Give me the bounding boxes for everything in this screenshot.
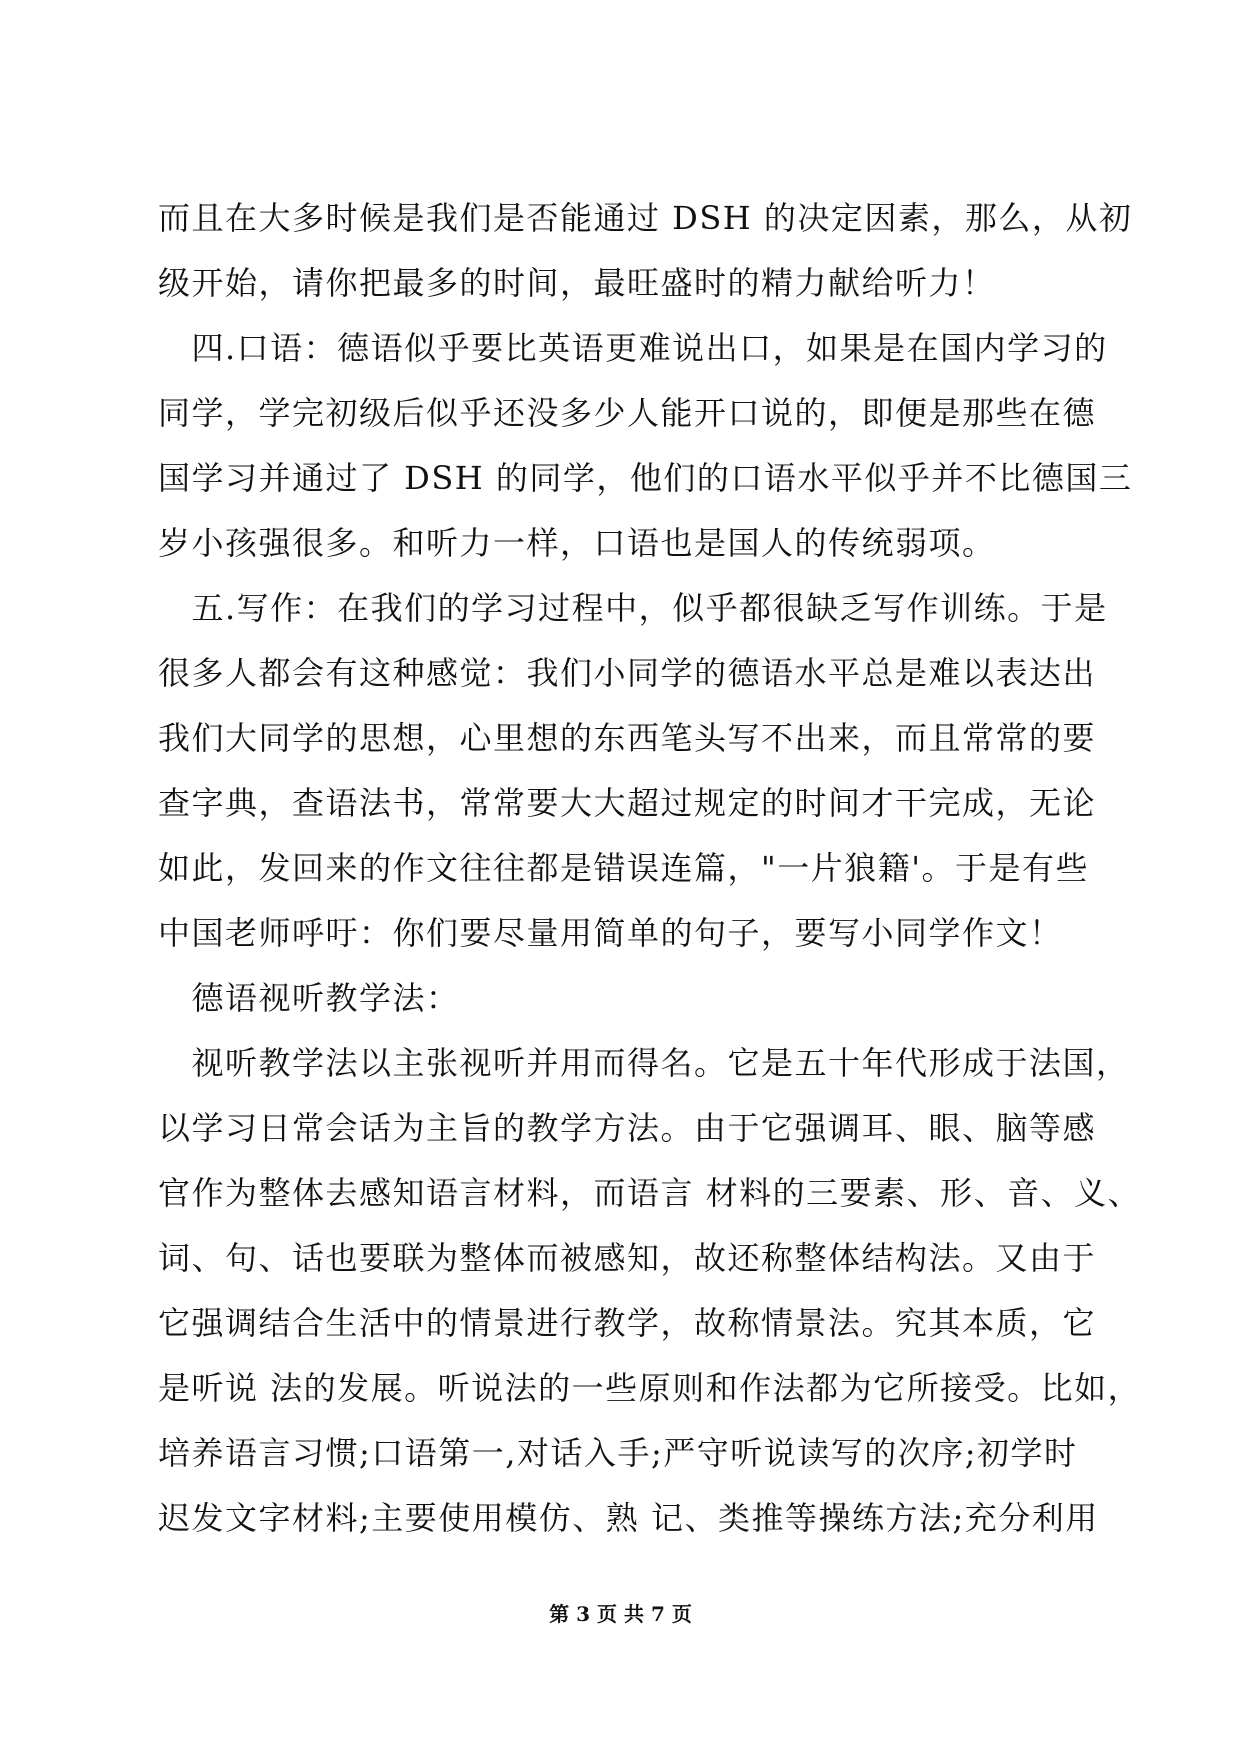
text-line: 词、句、话也要联为整体而被感知，故还称整体结构法。又由于 <box>158 1239 1097 1277</box>
text-line: 五.写作：在我们的学习过程中，似乎都很缺乏写作训练。于是 <box>158 589 1108 627</box>
text-line: 查字典，查语法书，常常要大大超过规定的时间才干完成，无论 <box>158 784 1097 822</box>
text-line: 级开始，请你把最多的时间，最旺盛时的精力献给听力！ <box>158 264 996 302</box>
page-number-footer: 第 3 页 共 7 页 <box>549 1602 692 1626</box>
text-line: 同学，学完初级后似乎还没多少人能开口说的，即便是那些在德 <box>158 394 1097 432</box>
text-line: 视听教学法以主张视听并用而得名。它是五十年代形成于法国， <box>158 1044 1130 1082</box>
text-line: 官作为整体去感知语言材料，而语言 材料的三要素、形、音、义、 <box>158 1174 1142 1212</box>
text-line: 国学习并通过了 DSH 的同学，他们的口语水平似乎并不比德国三 <box>158 459 1133 497</box>
text-line: 中国老师呼吁：你们要尽量用简单的句子，要写小同学作文！ <box>158 914 1063 952</box>
text-line: 我们大同学的思想，心里想的东西笔头写不出来，而且常常的要 <box>158 719 1097 757</box>
document-body <box>158 186 1142 1551</box>
text-line: 四.口语：德语似乎要比英语更难说出口，如果是在国内学习的 <box>158 329 1108 367</box>
text-line: 它强调结合生活中的情景进行教学，故称情景法。究其本质，它 <box>158 1304 1097 1342</box>
text-line: 培养语言习惯;口语第一,对话入手;严守听说读写的次序;初学时 <box>158 1434 1078 1472</box>
text-line: 很多人都会有这种感觉：我们小同学的德语水平总是难以表达出 <box>158 654 1097 692</box>
text-line: 如此，发回来的作文往往都是错误连篇，"一片狼籍'。于是有些 <box>158 849 1090 887</box>
text-line: 岁小孩强很多。和听力一样，口语也是国人的传统弱项。 <box>158 524 996 562</box>
text-line: 迟发文字材料;主要使用模仿、熟 记、类推等操练方法;充分利用 <box>158 1499 1099 1537</box>
text-line: 是听说 法的发展。听说法的一些原则和作法都为它所接受。比如， <box>158 1369 1142 1407</box>
text-line: 而且在大多时候是我们是否能通过 DSH 的决定因素，那么，从初 <box>158 199 1133 237</box>
section-heading: 德语视听教学法： <box>158 979 460 1017</box>
text-line: 以学习日常会话为主旨的教学方法。由于它强调耳、眼、脑等感 <box>158 1109 1097 1147</box>
